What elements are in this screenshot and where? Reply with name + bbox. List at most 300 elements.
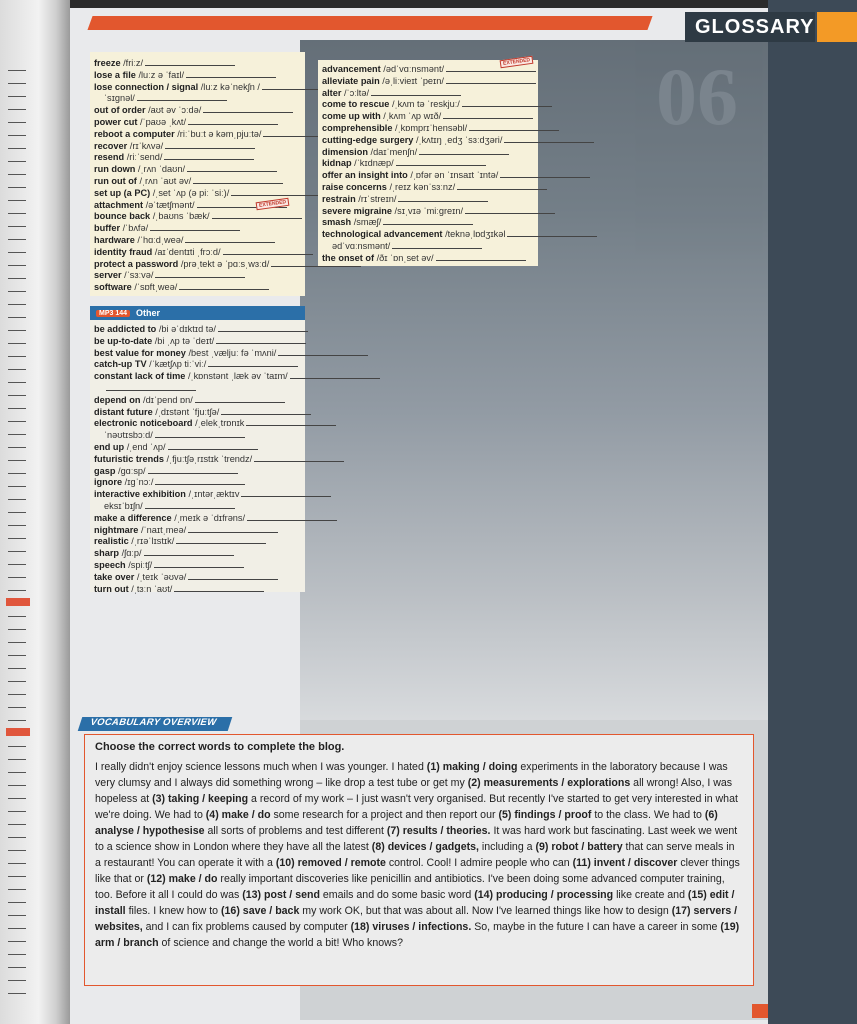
extended-tab (6, 598, 30, 606)
entry-pronunciation: /ˌkɒnstənt ˌlæk əv ˈtaɪm/ (187, 371, 288, 382)
glossary-entry (94, 525, 301, 537)
entry-pronunciation: /daɪˈmenʃn/ (370, 146, 418, 157)
answer-line (8, 941, 26, 942)
entry-word: electronic noticeboard (94, 418, 193, 429)
entry-word: comprehensible (322, 122, 393, 133)
answer-line[interactable] (186, 71, 276, 78)
answer-line (8, 278, 26, 279)
glossary-entry (94, 247, 301, 259)
entry-pronunciation: /ədˈvɑːnsmənt/ (383, 64, 445, 74)
answer-line (8, 109, 26, 110)
answer-line (8, 798, 26, 799)
answer-line[interactable] (241, 490, 331, 497)
page-header (90, 12, 815, 42)
answer-line (8, 187, 26, 188)
answer-line (8, 967, 26, 968)
glossary-entry (94, 548, 301, 560)
unit-tab (817, 12, 857, 42)
entry-pronunciation: /ˌrʌn ˈaʊt əv/ (139, 175, 192, 186)
entry-pronunciation: /ˌteɪk ˈəʊvə/ (136, 571, 187, 582)
glossary-entry (94, 407, 301, 419)
entry-word: bounce back (94, 211, 151, 222)
blog-sentence: some research for a project and then report our (270, 809, 499, 821)
glossary-entry (94, 117, 301, 129)
entry-pronunciation: /ˈkɪdnæp/ (354, 158, 394, 169)
answer-line (8, 902, 26, 903)
answer-line[interactable] (154, 561, 244, 568)
answer-line[interactable] (144, 549, 234, 556)
blog-sentence: all sorts of problems and test different (204, 825, 387, 837)
answer-line[interactable] (179, 283, 269, 290)
entry-word: smash (322, 217, 352, 228)
entry-word: offer an insight into (322, 170, 408, 181)
entry-word: futuristic trends (94, 453, 164, 464)
previous-page-edge (0, 0, 70, 1024)
answer-choice[interactable]: (18) viruses / infections. (350, 921, 472, 933)
answer-line[interactable] (106, 384, 196, 391)
answer-line (8, 655, 26, 656)
glossary-entry (322, 88, 534, 100)
section-other-header (90, 306, 305, 320)
answer-choice[interactable]: (14) producing / processing (474, 889, 614, 901)
answer-line[interactable] (193, 177, 283, 184)
answer-line[interactable] (165, 142, 255, 149)
entry-word: run down (94, 164, 136, 175)
answer-line (8, 681, 26, 682)
entry-pronunciation: /ˌset ˈʌp (ə piː ˈsiː)/ (152, 187, 230, 198)
answer-choice[interactable]: (16) save / back (221, 905, 300, 917)
entry-word: lose connection / signal (94, 81, 199, 92)
answer-line[interactable] (500, 171, 590, 178)
answer-choice[interactable]: (10) removed / remote (275, 857, 386, 869)
answer-choice[interactable]: (1) making / doing (426, 761, 518, 773)
glossary-entry (94, 259, 301, 271)
answer-choice[interactable]: (19) arm / branch (95, 921, 740, 949)
glossary-entry (94, 442, 301, 454)
entry-word: severe migraine (322, 205, 392, 216)
answer-line (8, 317, 26, 318)
entry-pronunciation: /ˌkʌm ˈʌp wɪð/ (383, 111, 442, 122)
answer-line[interactable] (212, 212, 302, 219)
answer-choice[interactable]: (17) servers / websites, (95, 905, 738, 933)
answer-line (8, 473, 26, 474)
glossary-entry (94, 560, 301, 572)
answer-line[interactable] (208, 360, 298, 367)
entry-word: set up (a PC) (94, 187, 151, 198)
entry-pronunciation: /ˌdɪstənt ˈfjuːtʃə/ (155, 406, 220, 417)
answer-line (8, 434, 26, 435)
entry-pronunciation: /ˈhɑːdˌweə/ (137, 234, 184, 245)
glossary-entry (322, 99, 534, 111)
glossary-entry (94, 454, 301, 466)
answer-line (8, 876, 26, 877)
answer-choice[interactable]: (6) analyse / hypothesise (95, 809, 718, 837)
answer-line (8, 239, 26, 240)
entry-pronunciation: /spiːtʃ/ (128, 559, 153, 570)
answer-choice[interactable]: (7) results / theories. (386, 825, 491, 837)
extended-tab (6, 728, 30, 736)
answer-line[interactable] (457, 183, 547, 190)
answer-line[interactable] (419, 148, 509, 155)
answer-line (8, 668, 26, 669)
entry-word: speech (94, 559, 126, 570)
answer-line[interactable] (398, 195, 488, 202)
blog-sentence: control. Cool! I admire people who can (385, 857, 573, 869)
answer-line (8, 980, 26, 981)
glossary-entry (94, 235, 301, 247)
entry-pronunciation: /ˌfjuːtʃəˌrɪstɪk ˈtrendz/ (166, 453, 253, 464)
entry-word: sharp (94, 548, 120, 559)
answer-line[interactable] (396, 159, 486, 166)
answer-line (8, 551, 26, 552)
glossary-entry (94, 430, 301, 442)
glossary-entry (322, 217, 534, 229)
answer-line (8, 720, 26, 721)
answer-line (8, 707, 26, 708)
glossary-entry (94, 129, 301, 141)
glossary-entry (94, 58, 301, 70)
entry-pronunciation: /ɪgˈnɔː/ (124, 477, 154, 488)
entry-pronunciation: /friːz/ (123, 58, 144, 68)
answer-line (8, 512, 26, 513)
entry-word: come to rescue (322, 99, 390, 110)
glossary-entry (94, 477, 301, 489)
entry-pronunciation: /best ˌvæljuː fə ˈmʌni/ (188, 347, 277, 358)
glossary-entry (322, 158, 534, 170)
blog-sentence: like create and (613, 889, 688, 901)
answer-line (8, 642, 26, 643)
glossary-entry (94, 282, 301, 294)
answer-line (8, 993, 26, 994)
entry-pronunciation: /dɪˈpend ɒn/ (143, 394, 193, 405)
answer-line (8, 824, 26, 825)
extended-stamp: EXTENDED (256, 198, 290, 211)
glossary-entry (322, 253, 534, 265)
vocabulary-exercise-box (84, 734, 754, 986)
answer-line[interactable] (278, 349, 368, 356)
glossary-entry (94, 418, 301, 430)
answer-line[interactable] (246, 419, 336, 426)
answer-line[interactable] (254, 455, 344, 462)
answer-line (8, 421, 26, 422)
answer-line (8, 577, 26, 578)
glossary-title: GLOSSARY (685, 12, 815, 42)
answer-line (8, 304, 26, 305)
entry-word: alleviate pain (322, 75, 380, 86)
answer-line[interactable] (150, 224, 240, 231)
entry-word: interactive exhibition (94, 489, 186, 500)
glossary-entry (322, 194, 534, 206)
glossary-entry (322, 111, 534, 123)
glossary-entry (322, 76, 534, 88)
glossary-entry (94, 152, 301, 164)
entry-word: take over (94, 571, 135, 582)
blog-sentence: emails and do some basic word (319, 889, 475, 901)
glossary-entry (94, 93, 301, 105)
answer-line (8, 629, 26, 630)
glossary-entry (94, 105, 301, 117)
header-accent-bar (87, 16, 652, 30)
entry-word: raise concerns (322, 181, 387, 192)
glossary-entry (322, 182, 534, 194)
answer-line[interactable] (145, 59, 235, 66)
glossary-column-1 (90, 52, 305, 296)
blog-sentence: experiments in the laboratory because I was very clumsy and I always did something wrong – like drop a test tube or get my (95, 761, 728, 789)
glossary-entry (94, 572, 301, 584)
answer-line[interactable] (223, 248, 313, 255)
answer-line[interactable] (446, 65, 536, 72)
glossary-entry (94, 489, 301, 501)
answer-line (8, 694, 26, 695)
entry-word: alter (322, 87, 342, 98)
answer-line[interactable] (185, 236, 275, 243)
entry-word: hardware (94, 234, 135, 245)
entry-word: best value for money (94, 347, 186, 358)
answer-choice[interactable]: (8) devices / gadgets, (371, 841, 479, 853)
answer-line[interactable] (188, 526, 278, 533)
glossary-column-other (90, 320, 305, 592)
answer-line[interactable] (187, 165, 277, 172)
answer-line[interactable] (290, 372, 380, 379)
answer-line[interactable] (155, 431, 245, 438)
entry-pronunciation: ˈsɪgnəl/ (104, 93, 135, 104)
glossary-entry (94, 188, 301, 200)
entry-word: kidnap (322, 158, 352, 169)
answer-line[interactable] (195, 396, 285, 403)
answer-line[interactable] (446, 77, 536, 84)
entry-word: ignore (94, 477, 123, 488)
entry-pronunciation: /sɪˌvɪə ˈmiːgreɪn/ (394, 205, 464, 216)
entry-word: come up with (322, 111, 381, 122)
blog-sentence: all wrong! Also, I was hopeless at (95, 777, 733, 805)
entry-pronunciation: /prəˌtekt ə ˈpɑːsˌwɜːd/ (180, 258, 270, 269)
glossary-entry (94, 164, 301, 176)
blog-sentence: clever things like that or (95, 857, 740, 885)
answer-line (8, 837, 26, 838)
entry-pronunciation: /bi əˈdɪktɪd tə/ (158, 324, 216, 334)
glossary-entry (322, 123, 534, 135)
glossary-entry (94, 536, 301, 548)
answer-choice[interactable]: (15) edit / install (95, 889, 735, 917)
glossary-entry (94, 211, 301, 223)
answer-line (8, 785, 26, 786)
answer-line[interactable] (155, 271, 245, 278)
entry-word: reboot a computer (94, 128, 175, 139)
answer-line[interactable] (392, 242, 482, 249)
glossary-entry (94, 584, 301, 596)
answer-choice[interactable]: (2) measurements / explorations (467, 777, 631, 789)
answer-line[interactable] (145, 502, 235, 509)
glossary-entry (94, 383, 301, 395)
glossary-entry (94, 223, 301, 235)
answer-line[interactable] (469, 124, 559, 131)
answer-line (8, 954, 26, 955)
entry-pronunciation: /ðɪ ˈɒnˌset əv/ (376, 252, 434, 263)
entry-pronunciation: /ˌɒfər ən ˈɪnsaɪt ˈɪntə/ (410, 170, 499, 181)
answer-line (8, 590, 26, 591)
answer-line (8, 772, 26, 773)
entry-word: cutting-edge surgery (322, 134, 414, 145)
exercise-instruction: Choose the correct words to complete the blog. (95, 741, 345, 753)
entry-word: resend (94, 152, 125, 163)
entry-pronunciation: /riːˈsend/ (126, 152, 163, 163)
entry-word: out of order (94, 105, 146, 116)
blog-sentence: to the class. We had to (591, 809, 705, 821)
entry-pronunciation: /ˌbaʊns ˈbæk/ (152, 211, 210, 222)
answer-line[interactable] (462, 100, 552, 107)
answer-line[interactable] (137, 94, 227, 101)
glossary-entry (94, 466, 301, 478)
answer-line[interactable] (221, 408, 311, 415)
blog-sentence: really important discoveries like penicillin and antibiotics. I've been doing some advanced computer training, too. Before it all I could do was (95, 873, 725, 901)
answer-line (8, 447, 26, 448)
entry-word: recover (94, 140, 128, 151)
entry-pronunciation: /ˈbʌfə/ (122, 223, 149, 234)
glossary-entry (322, 135, 534, 147)
entry-word: catch-up TV (94, 359, 147, 370)
answer-line[interactable] (188, 573, 278, 580)
answer-choice[interactable]: (9) robot / battery (535, 841, 623, 853)
glossary-entry (94, 501, 301, 513)
answer-line (8, 759, 26, 760)
entry-word: the onset of (322, 252, 375, 263)
answer-choice[interactable]: (4) make / do (205, 809, 271, 821)
entry-pronunciation: /smæʃ/ (353, 217, 382, 228)
answer-line[interactable] (176, 537, 266, 544)
entry-word: realistic (94, 536, 129, 547)
answer-line (8, 174, 26, 175)
entry-word: restrain (322, 193, 356, 204)
entry-pronunciation: /ˌmeɪk ə ˈdɪfrəns/ (174, 512, 246, 523)
entry-pronunciation: /gɑːsp/ (118, 465, 146, 476)
entry-pronunciation: /aɪˈdentɪti ˌfrɔːd/ (154, 246, 221, 257)
entry-word: protect a password (94, 258, 179, 269)
mp3-badge[interactable]: MP3 144 (96, 310, 130, 317)
answer-line (8, 746, 26, 747)
entry-pronunciation: /luːz ə ˈfaɪl/ (138, 69, 185, 80)
blog-sentence: It was hard work but fascinating. Last week we went to a science show in London where they have all the latest (95, 825, 738, 853)
blog-sentence: including a (478, 841, 536, 853)
answer-line (8, 408, 26, 409)
entry-word: make a difference (94, 512, 172, 523)
blog-sentence: and I can fix problems caused by computer (142, 921, 351, 933)
entry-pronunciation: /ˌrʌn ˈdaʊn/ (137, 164, 185, 175)
answer-line (8, 499, 26, 500)
entry-word: freeze (94, 58, 121, 68)
answer-line (8, 928, 26, 929)
answer-line[interactable] (168, 443, 258, 450)
answer-choice[interactable]: (13) post / send (242, 889, 320, 901)
answer-line (8, 96, 26, 97)
entry-word: nightmare (94, 524, 139, 535)
glossary-entry (94, 82, 301, 94)
answer-line[interactable] (148, 467, 238, 474)
answer-line[interactable] (247, 514, 337, 521)
glossary-entry (322, 241, 534, 253)
answer-line (8, 122, 26, 123)
answer-line (8, 226, 26, 227)
answer-line[interactable] (436, 254, 526, 261)
entry-pronunciation: /ˌtɜːn ˈaʊt/ (131, 583, 173, 594)
entry-pronunciation: /ˌrɪəˈlɪstɪk/ (131, 536, 175, 547)
answer-line (8, 460, 26, 461)
entry-word: buffer (94, 223, 121, 234)
vocabulary-overview-heading: VOCABULARY OVERVIEW (78, 717, 233, 731)
answer-choice[interactable]: (3) taking / keeping (152, 793, 249, 805)
glossary-entry (94, 176, 301, 188)
answer-line[interactable] (371, 89, 461, 96)
answer-line[interactable] (155, 478, 245, 485)
answer-line (8, 356, 26, 357)
answer-line (8, 889, 26, 890)
answer-line[interactable] (231, 189, 321, 196)
entry-pronunciation: /rɪˈstreɪn/ (358, 193, 397, 204)
answer-line (8, 863, 26, 864)
entry-pronunciation: /ˌɪntərˌæktɪv (188, 489, 240, 500)
answer-line[interactable] (203, 106, 293, 113)
answer-line (8, 213, 26, 214)
entry-pronunciation: /ˌend ˈʌp/ (126, 441, 166, 452)
glossary-entry (94, 371, 301, 383)
unit-number-watermark: 06 (656, 51, 738, 142)
entry-word: be up-to-date (94, 335, 153, 346)
entry-word: dimension (322, 146, 368, 157)
answer-choice[interactable]: (11) invent / discover (572, 857, 678, 869)
answer-line[interactable] (504, 136, 594, 143)
entry-pronunciation: /riːˈbuːt ə kəmˌpjuːtə/ (177, 128, 262, 139)
answer-line (8, 135, 26, 136)
answer-choice[interactable]: (12) make / do (146, 873, 218, 885)
entry-pronunciation: eksɪˈbɪʃn/ (104, 500, 143, 511)
glossary-entry (322, 206, 534, 218)
answer-line (8, 330, 26, 331)
entry-word: constant lack of time (94, 371, 186, 382)
answer-line (8, 564, 26, 565)
glossary-entry (94, 513, 301, 525)
answer-line[interactable] (216, 337, 306, 344)
entry-word: attachment (94, 199, 144, 210)
answer-line[interactable] (188, 118, 278, 125)
entry-pronunciation: /ˈsɜːvə/ (124, 270, 154, 281)
answer-line (8, 811, 26, 812)
entry-word: lose a file (94, 69, 136, 80)
glossary-entry (94, 395, 301, 407)
entry-pronunciation: /ˈsɒftˌweə/ (134, 282, 178, 293)
answer-line (8, 525, 26, 526)
entry-word: run out of (94, 175, 137, 186)
entry-pronunciation: /rɪˈkʌvə/ (129, 140, 164, 151)
answer-line (8, 915, 26, 916)
answer-line[interactable] (218, 325, 308, 332)
blog-sentence: that can serve meals in a restaurant! You can operate it with a (95, 841, 735, 869)
answer-choice[interactable]: (5) findings / proof (498, 809, 592, 821)
answer-line[interactable] (443, 112, 533, 119)
answer-line (8, 486, 26, 487)
answer-line[interactable] (465, 207, 555, 214)
glossary-entry (322, 229, 534, 241)
entry-pronunciation: /aʊt əv ˈɔːdə/ (148, 105, 202, 116)
entry-pronunciation: /ˌelekˌtrɒnɪk (195, 418, 245, 429)
answer-line[interactable] (383, 218, 473, 225)
entry-word: depend on (94, 394, 141, 405)
answer-line (8, 369, 26, 370)
entry-pronunciation: /bi ˌʌp tə ˈdeɪt/ (154, 335, 215, 346)
answer-line[interactable] (507, 230, 597, 237)
answer-line[interactable] (164, 153, 254, 160)
answer-line[interactable] (174, 585, 264, 592)
entry-pronunciation: /ˌkʌm tə ˈreskjuː/ (391, 99, 460, 110)
answer-line (8, 538, 26, 539)
